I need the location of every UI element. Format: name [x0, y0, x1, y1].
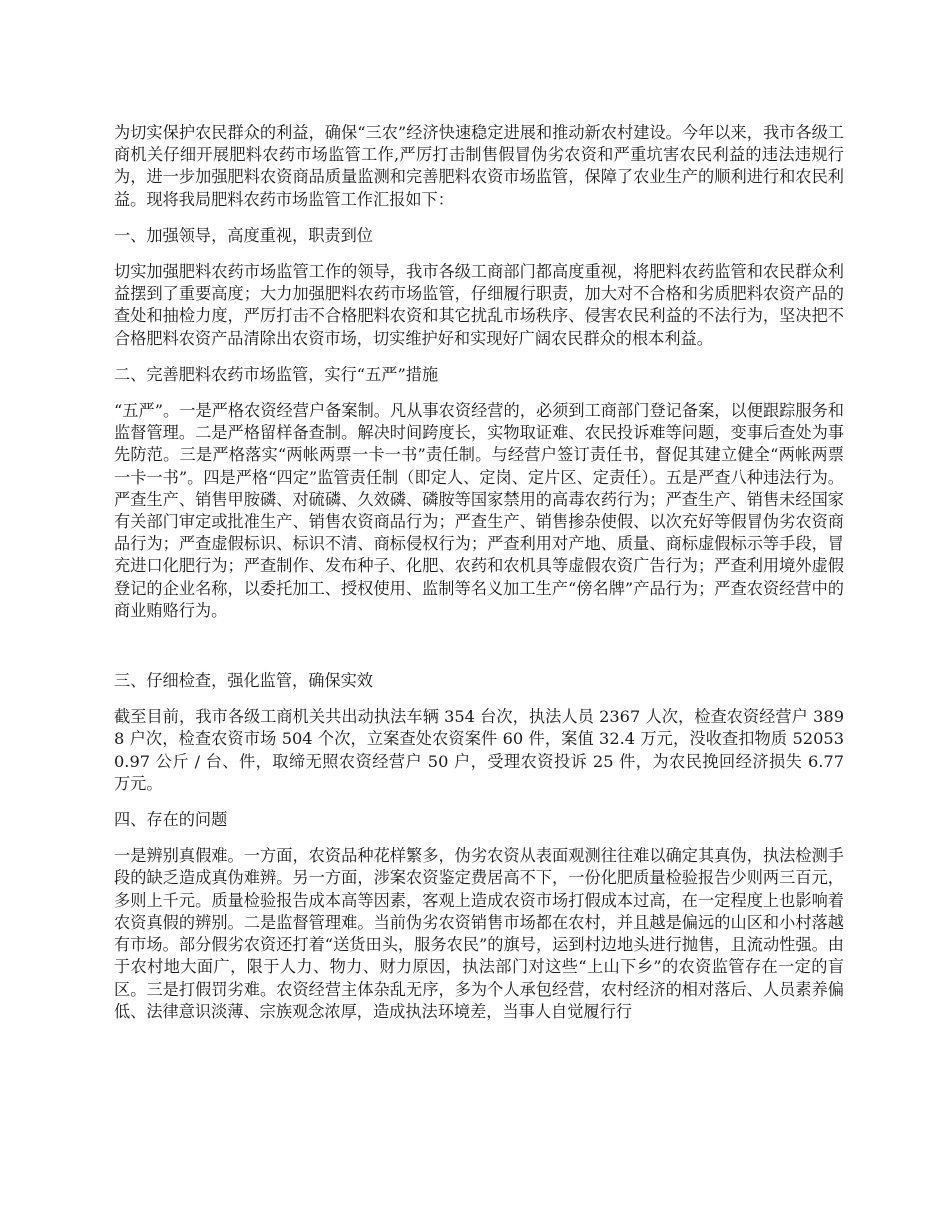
section-3-paragraph: 截至目前，我市各级工商机关共出动执法车辆 354 台次，执法人员 2367 人次，检查农资经营户 3898 户次，检查农资市场 504 个次，立案查处农资案件 60 件，案值 32.4 万元，没收查扣物质 520530.97 公斤 / 台、件，取缔无照农资经营户 50 户，受理农资投诉 25 件，为农民挽回经济损失 6.77 万元。 — [114, 707, 844, 793]
section-1-heading: 一、加强领导，高度重视，职责到位 — [114, 225, 373, 245]
section-1-paragraph: 切实加强肥料农药市场监管工作的领导，我市各级工商部门都高度重视，将肥料农药监管和农民群众利益摆到了重要高度；大力加强肥料农药市场监管，仔细履行职责，加大对不合格和劣质肥料农资产品的查处和抽检力度，严厉打击不合格肥料农资和其它扰乱市场秩序、侵害农民利益的不法行为，坚决把不合格肥料农资产品清除出农资市场，切实维护好和实现好广阔农民群众的根本利益。 — [114, 262, 844, 348]
section-4-paragraph: 一是辨别真假难。一方面，农资品种花样繁多，伪劣农资从表面观测往往难以确定其真伪，执法检测手段的缺乏造成真伪难辨。另一方面，涉案农资鉴定费居高不下，一份化肥质量检验报告少则两三百元，多则上千元。质量检验报告成本高等因素，客观上造成农资市场打假成本过高，在一定程度上也影响着农资真假的辨别。二是监督管理难。当前伪劣农资销售市场都在农村，并且越是偏远的山区和小村落越有市场。部分假劣农资还打着“送货田头，服务农民”的旗号，运到村边地头进行抛售，且流动性强。由于农村地大面广，限于人力、物力、财力原因，执法部门对这些“上山下乡”的农资监管存在一定的盲区。三是打假罚劣难。农资经营主体杂乱无序，多为个人承包经营，农村经济的相对落后、人员素养偏低、法律意识淡薄、宗族观念浓厚，造成执法环境差，当事人自觉履行行 — [114, 846, 844, 1021]
section-2-heading: 二、完善肥料农药市场监管，实行“五严”措施 — [114, 364, 439, 384]
section-3-heading: 三、仔细检查，强化监管，确保实效 — [114, 671, 373, 691]
document-page — [114, 122, 844, 1023]
intro-paragraph: 为切实保护农民群众的利益，确保“三农”经济快速稳定进展和推动新农村建设。今年以来，我市各级工商机关仔细开展肥料农药市场监管工作,严厉打击制售假冒伪劣农资和严重坑害农民利益的违法违规行为，进一步加强肥料农资商品质量监测和完善肥料农资市场监管，保障了农业生产的顺利进行和农民利益。现将我局肥料农药市场监管工作汇报如下： — [114, 123, 844, 209]
section-2-paragraph: “五严”。一是严格农资经营户备案制。凡从事农资经营的，必须到工商部门登记备案，以便跟踪服务和监督管理。二是严格留样备查制。解决时间跨度长，实物取证难、农民投诉难等问题，变事后查处为事先防范。三是严格落实“两帐两票一卡一书”责任制。与经营户签订责任书，督促其建立健全“两帐两票一卡一书”。四是严格“四定”监管责任制（即定人、定岗、定片区、定责任）。五是严查八种违法行为。严查生产、销售甲胺磷、对硫磷、久效磷、磷胺等国家禁用的高毒农药行为；严查生产、销售未经国家有关部门审定或批准生产、销售农资商品行为；严查生产、销售掺杂使假、以次充好等假冒伪劣农资商品行为；严查虚假标识、标识不清、商标侵权行为；严查利用对产地、质量、商标虚假标示等手段，冒充进口化肥行为；严查制作、发布种子、化肥、农药和农机具等虚假农资广告行为；严查利用境外虚假登记的企业名称，以委托加工、授权使用、监制等名义加工生产“傍名牌”产品行为；严查农资经营中的商业贿赂行为。 — [114, 401, 844, 620]
section-4-heading: 四、存在的问题 — [114, 810, 228, 830]
